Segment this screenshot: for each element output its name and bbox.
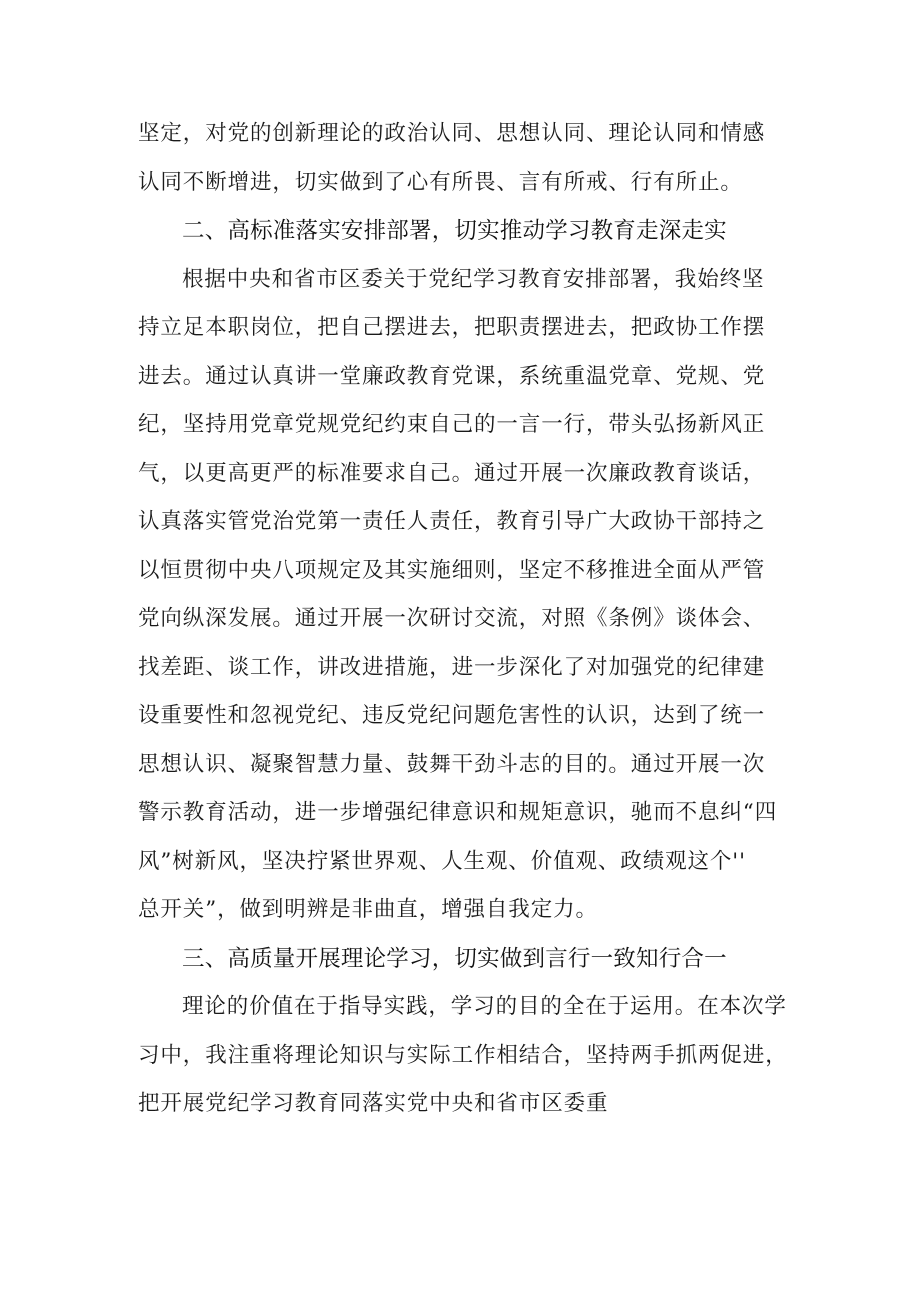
paragraph-line: 总开关”，做到明辨是非曲直，增强自我定力。 — [138, 897, 598, 922]
paragraph-line: 思想认识、凝聚智慧力量、鼓舞干劲斗志的目的。通过开展一次 — [138, 751, 766, 777]
document-body — [138, 110, 798, 1129]
paragraph-line: 党向纵深发展。通过开展一次研讨交流，对照《条例》谈体会、 — [138, 606, 766, 631]
paragraph-line: 认真落实管党治党第一责任人责任，教育引导广大政协干部持之 — [138, 509, 766, 534]
paragraph-line: 警示教育活动，进一步增强纪律意识和规矩意识，驰而不息纠“四 — [138, 800, 778, 825]
paragraph-line: 持立足本职岗位，把自己摆进去，把职责摆进去，把政协工作摆 — [138, 315, 766, 340]
paragraph-line: 认同不断增进，切实做到了心有所畏、言有所戒、行有所止。 — [138, 169, 743, 195]
paragraph-line: 坚定，对党的创新理论的政治认同、思想认同、理论认同和情感 — [138, 121, 766, 146]
paragraph-line: 找差距、谈工作，讲改进措施，进一步深化了对加强党的纪律建 — [138, 654, 766, 680]
section-heading-3: 三、高质量开展理论学习，切实做到言行一致知行合一 — [182, 945, 727, 972]
paragraph-line: 纪，坚持用党章党规党纪约束自己的一言一行，带头弘扬新风正 — [138, 412, 766, 437]
paragraph-line: 进去。通过认真讲一堂廉政教育党课，系统重温党章、党规、党 — [138, 363, 766, 389]
paragraph-line: 根据中央和省市区委关于党纪学习教育安排部署，我始终坚 — [182, 266, 765, 292]
paragraph-line: 把开展党纪学习教育同落实党中央和省市区委重 — [138, 1091, 609, 1116]
paragraph-line: 设重要性和忽视党纪、违反党纪问题危害性的认识，达到了统一 — [138, 703, 766, 728]
paragraph-line: 理论的价值在于指导实践，学习的目的全在于运用。在本次学 — [182, 994, 787, 1019]
paragraph-line: 习中，我注重将理论知识与实际工作相结合，坚持两手抓两促进， — [138, 1042, 788, 1068]
paragraph-line: 风”树新风，坚决拧紧世界观、人生观、价值观、政绩观这个'' — [138, 848, 746, 874]
paragraph-line: 以恒贯彻中央八项规定及其实施细则，坚定不移推进全面从严管 — [138, 557, 766, 583]
section-heading-2: 二、高标准落实安排部署，切实推动学习教育走深走实 — [182, 218, 727, 244]
paragraph-line: 气，以更高更严的标准要求自己。通过开展一次廉政教育谈话， — [138, 460, 766, 486]
